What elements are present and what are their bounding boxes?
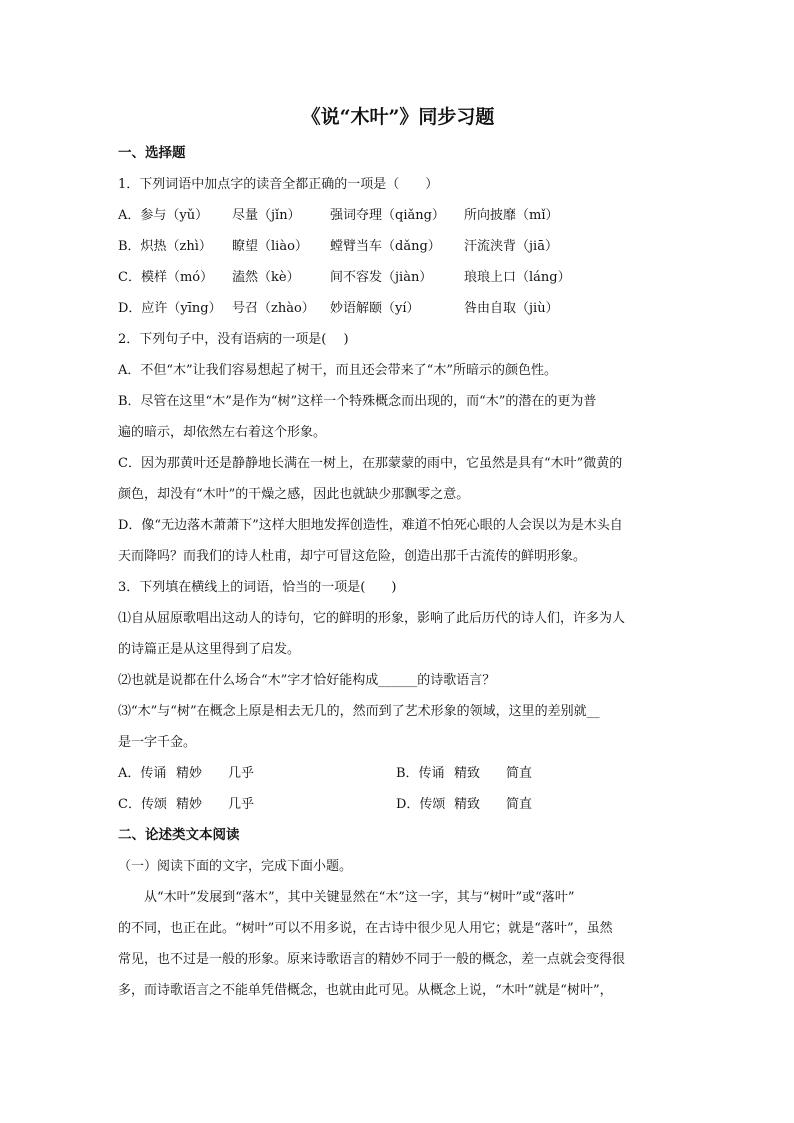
option-d <box>396 789 674 820</box>
option-word: B．传诵 <box>396 766 445 781</box>
question-2-stem: 2．下列句子中，没有语病的一项是( ) <box>118 332 349 347</box>
reading-paragraph-line-4: 多，而诗歌语言之不能单凭借概念，也就由此可见。从概念上说，“木叶”就是“树叶”， <box>118 983 613 998</box>
question-2-option-c-line-1: C．因为那黄叶还是静静地长满在一树上，在那蒙蒙的雨中，它虽然是具有“木叶”微黄的 <box>118 456 623 471</box>
option-cell: 螳臂当车（dǎng） <box>330 239 441 254</box>
question-1-stem: 1．下列词语中加点字的读音全都正确的一项是（ ） <box>118 177 439 192</box>
option-cell: 溘然（kè） <box>232 270 300 285</box>
question-1-option-b <box>118 231 678 262</box>
reading-intro: （一）阅读下面的文字，完成下面小题。 <box>118 859 353 874</box>
question-3-stem: 3．下列填在横线上的词语，恰当的一项是( ) <box>118 580 397 595</box>
option-cell: 尽量（jǐn） <box>232 208 301 223</box>
option-word: 精致 <box>454 766 481 781</box>
question-1-option-d <box>118 293 678 324</box>
option-cell: 瞭望（liào） <box>232 239 308 254</box>
page-title: 《说“木叶”》同步习题 <box>301 106 495 128</box>
option-b <box>396 758 674 789</box>
reading-paragraph-line-1: 从“木叶”发展到“落木”，其中关键显然在“木”这一字，其与“树叶”或“落叶” <box>144 890 575 905</box>
option-cell: 琅琅上口（láng） <box>464 270 571 285</box>
reading-paragraph-line-3: 常见，也不过是一般的形象。原来诗歌语言的精妙不同于一般的概念，差一点就会变得很 <box>118 952 626 967</box>
option-cell: 间不容发（jiàn） <box>330 270 433 285</box>
option-cell: 号召（zhào） <box>232 301 315 316</box>
question-3-sentence-3-line-1: ⑶“木”与“树”在概念上原是相去无几的，然而到了艺术形象的领域，这里的差别就__ <box>118 704 600 719</box>
option-cell: 咎由自取（jiù） <box>464 301 559 316</box>
option-word: C．传颂 <box>118 797 167 812</box>
option-cell: D．应许（yīng） <box>118 301 222 316</box>
question-3-options-row-1 <box>118 758 678 789</box>
question-2-option-d-line-2: 天而降吗？而我们的诗人杜甫，却宁可冒这危险，创造出那千古流传的鲜明形象。 <box>118 549 587 564</box>
question-3-sentence-1-line-1: ⑴自从屈原歌唱出这动人的诗句，它的鲜明的形象，影响了此后历代的诗人们，许多为人 <box>118 611 626 626</box>
option-cell: B．炽热（zhì） <box>118 239 212 254</box>
document-page <box>118 102 678 1006</box>
reading-paragraph-line-2: 的不同，也正在此。“树叶”可以不用多说，在古诗中很少见人用它；就是“落叶”，虽然 <box>118 921 613 936</box>
question-3-sentence-2: ⑵也就是说都在什么场合“木”字才恰好能构成______的诗歌语言？ <box>118 673 496 688</box>
option-word: 精妙 <box>176 766 203 781</box>
option-cell: 汗流浃背（jiā） <box>464 239 558 254</box>
option-cell: 强词夺理（qiǎng） <box>330 208 445 223</box>
option-c <box>118 789 396 820</box>
option-word: 几乎 <box>228 766 255 781</box>
option-word: 简直 <box>506 766 533 781</box>
option-word: 精致 <box>454 797 481 812</box>
option-word: A．传诵 <box>118 766 167 781</box>
question-2-option-b-line-1: B．尽管在这里“木”是作为“树”这样一个特殊概念而出现的，而“木”的潜在的更为普 <box>118 394 597 409</box>
option-word: 简直 <box>506 797 533 812</box>
question-3-sentence-1-line-2: 的诗篇正是从这里得到了启发。 <box>118 642 301 657</box>
section-heading-reading: 二、论述类文本阅读 <box>118 827 240 843</box>
question-2-option-c-line-2: 颜色，却没有“木叶”的干燥之感，因此也就缺少那飘零之意。 <box>118 487 470 502</box>
question-1-option-a <box>118 200 678 231</box>
option-word: 几乎 <box>228 797 255 812</box>
option-cell: A．参与（yǔ） <box>118 208 209 223</box>
section-heading-choice: 一、选择题 <box>118 145 186 161</box>
question-2-option-d-line-1: D．像“无边落木萧萧下”这样大胆地发挥创造性，难道不怕死心眼的人会误以为是木头自 <box>118 518 623 533</box>
question-1-option-c <box>118 262 678 293</box>
option-word: D．传颂 <box>396 797 446 812</box>
option-cell: C．模样（mó） <box>118 270 214 285</box>
option-cell: 所向披靡（mǐ） <box>464 208 559 223</box>
question-2-option-a: A．不但“木”让我们容易想起了树干，而且还会带来了“木”所暗示的颜色性。 <box>118 363 557 378</box>
option-word: 精妙 <box>176 797 203 812</box>
question-2-option-b-line-2: 遍的暗示，却依然左右着这个形象。 <box>118 425 327 440</box>
question-3-options-row-2 <box>118 789 678 820</box>
question-3-sentence-3-line-2: 是一字千金。 <box>118 735 197 750</box>
option-a <box>118 758 396 789</box>
option-cell: 妙语解颐（yí） <box>330 301 420 316</box>
